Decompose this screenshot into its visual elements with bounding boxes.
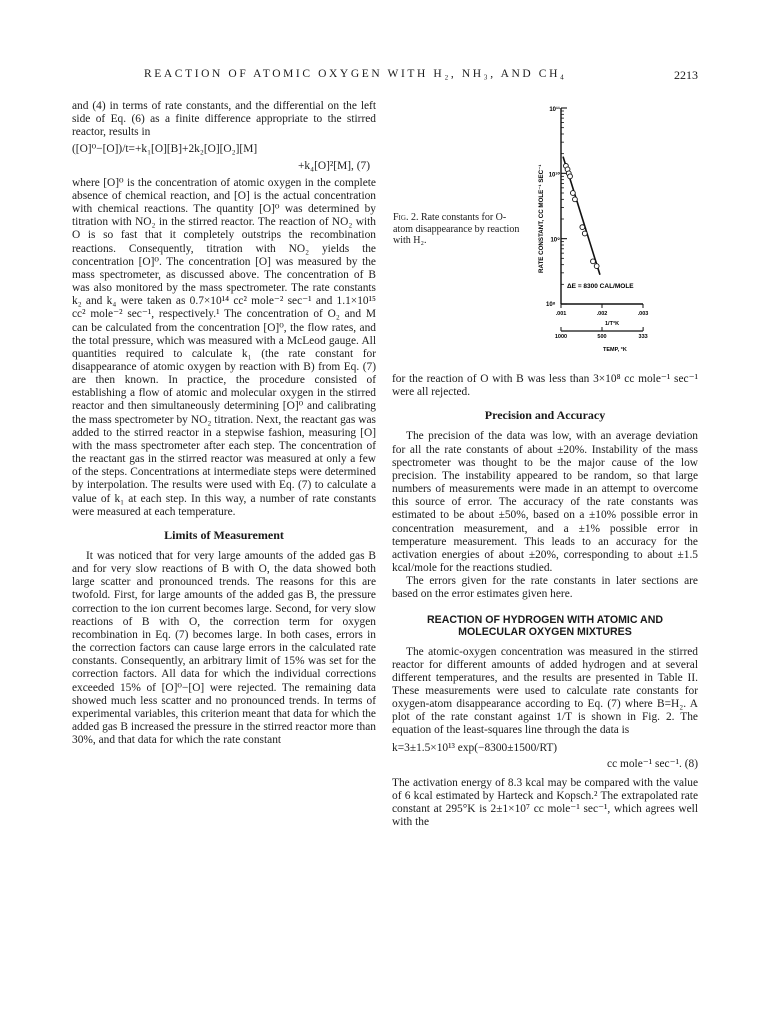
- y-tick-label: 10⁸: [546, 302, 556, 308]
- x-top-tick-label: .003: [637, 311, 649, 317]
- data-point: [573, 197, 578, 202]
- paragraph: and (4) in terms of rate constants, and the differential on the left side of Eq. (6) as a finite difference appropriate to the stirred reactor, results in: [72, 100, 376, 139]
- chart-marks: [563, 157, 600, 275]
- paragraph: It was noticed that for very large amounts of the added gas B and for very slow reactions of B with O, the data showed both large scatter and pronounced trends. The reasons for this are twofold. First, for large amounts of the added gas B, the pressure correction to the ion current becomes large. Second, for very slow reactions of B with O, the correction term for oxygen recombination in Eq. (7) becomes large. In both cases, errors in the correction factors can cause large errors in the calculated rate constants. Consequently, an arbitrary limit of 15% was set for the correction factors. All data for which the individual corrections exceeded 15% of [O]⁰−[O] were rejected. The remaining data showed much less scatter and no pronounced trends. In terms of experimental variables, this criterion meant that data for which the added gas B increased the pressure in the stirred reactor more than 30%, and that data for which the rate constant: [72, 550, 376, 747]
- paragraph: for the reaction of O with B was less than 3×10⁸ cc mole⁻¹ sec⁻¹ were all rejected.: [392, 373, 698, 399]
- paragraph: The precision of the data was low, with an average deviation for all the rate constants of about ±20%. Instability of the mass spectrometer was thought to be the major cause of the low precision. The instability appeared to be random, so that large numbers of measurements were made in an attempt to overcome this source of error. The accuracy of the rate constants was estimated to be about ±50%, based on a ±10% possible error in concentration measurement, and a ±1% possible error in temperature measurement. This leads to an accuracy for the activation energies of about ±20%, corresponding to about ±1.5 kcal/mole for the reactions studied.: [392, 430, 698, 575]
- page-header: [72, 68, 698, 86]
- figure-number: Fig. 2.: [393, 212, 419, 223]
- data-point: [570, 191, 575, 196]
- left-column: [72, 100, 376, 747]
- running-title: REACTION OF ATOMIC OXYGEN WITH H₂, NH₃, AND CH₄: [144, 68, 567, 80]
- equation-8-line-1: k=3±1.5×10¹³ exp(−8300±1500/RT): [392, 741, 558, 754]
- y-tick-label: 10¹⁰: [548, 172, 560, 179]
- y-tick-label: 10⁹: [550, 237, 560, 244]
- paragraph: The errors given for the rate constants in later sections are based on the error estimates given here.: [392, 575, 698, 601]
- x-bottom-tick-label: 333: [638, 334, 648, 340]
- section-heading-limits: Limits of Measurement: [164, 527, 284, 542]
- paragraph: where [O]⁰ is the concentration of atomic oxygen in the complete absence of chemical reaction, and [O] is the actual concentration with chemical reactions. The quantity [O]⁰ was determined by titration with NO₂ in the stirred reactor. The reaction of NO₂ with O is so fast that it completely outstrips the recombination reactions. Consequently, titration with NO₂ yields the concentration [O]⁰. The concentration [O] was measured by the mass spectrometer, as discussed above. The concentration of B was also monitored by the mass spectrometer. The rate constants k₂ and k₄ were taken as 0.7×10¹⁴ cc² mole⁻² sec⁻¹ and 1.1×10¹⁵ cc² mole⁻² sec⁻¹, respectively.¹ The concentration of O₂ and M can be calculated from the concentration [O]⁰, the flow rates, and the total pressure, which was measured with a McLeod gauge. All quantities required to calculate k₁ (the rate constant for disappearance of atomic oxygen by reaction with B) from Eq. (7) are then known. In practice, the procedure consisted of establishing a flow of atomic and molecular oxygen in the stirred reactor and then simultaneously determining [O]⁰ and calibrating the mass spectrometer by NO₂ titration. Next, the reactant gas was added to the stirred reactor in a stepwise fashion, measuring [O] with the mass spectrometer after each step. The concentration of the reactant gas in the stirred reactor was measured at only a few of the steps. Concentrations at intermediate steps were determined by interpolation. The results were used with Eq. (7) to calculate a value of k₁ at each step. In this way, a number of rate constants were measured at each temperature.: [72, 176, 376, 518]
- data-point: [582, 231, 587, 236]
- x-bottom-tick-label: 500: [597, 334, 607, 340]
- page-number: 2213: [674, 68, 698, 82]
- section-heading-hydrogen: REACTION OF HYDROGEN WITH ATOMIC AND MOLECULAR OXYGEN MIXTURES: [427, 613, 663, 638]
- data-point: [591, 259, 596, 264]
- paragraph: The atomic-oxygen concentration was measured in the stirred reactor for different amounts of added hydrogen and at several different temperatures, and the results are presented in Table II. These measurements were used to calculate rate constants for oxygen-atom disappearance according to Eq. (7) where B=H₂. A plot of the rate constant against 1/T is shown in Fig. 2. The equation of the least-squares line through the data is: [392, 645, 698, 737]
- chart-axes: [561, 108, 643, 331]
- x-top-tick-label: .002: [596, 311, 608, 317]
- activation-energy-label: ΔE = 8300 CAL/MOLE: [567, 283, 634, 290]
- y-axis-label: RATE CONSTANT, CC MOLE⁻¹ SEC⁻¹: [538, 164, 545, 273]
- x-label-bottom: TEMP, °K: [603, 347, 627, 353]
- y-tick-label: 10¹¹: [549, 107, 560, 113]
- data-point: [568, 174, 573, 179]
- x-bottom-tick-label: 1000: [554, 334, 568, 340]
- x-label-top: 1/T°K: [605, 321, 620, 327]
- data-point: [594, 264, 599, 269]
- figure-caption-text: Rate constants for O-atom disappearance by reaction with H₂.: [393, 212, 520, 246]
- equation-7-line-1: ([O]⁰−[O])/t=+k₁[O][B]+2k₂[O][O₂][M]: [72, 143, 258, 156]
- x-top-tick-label: .001: [555, 311, 567, 317]
- figure-2-chart: [525, 98, 700, 358]
- equation-7-line-2: +k₄[O]²[M], (7): [297, 159, 370, 172]
- right-column: [392, 373, 698, 830]
- figure-caption: [393, 212, 523, 247]
- data-point: [580, 225, 585, 230]
- chart-svg: [525, 98, 700, 358]
- equation-8-line-2: cc mole⁻¹ sec⁻¹. (8): [607, 757, 698, 770]
- section-heading-precision: Precision and Accuracy: [484, 408, 606, 423]
- paragraph: The activation energy of 8.3 kcal may be compared with the value of 6 kcal estimated by Harteck and Kopsch.² The extrapolated rate constant at 295°K is 2±1×10⁷ cc mole⁻¹ sec⁻¹, which agrees well with the: [392, 776, 698, 829]
